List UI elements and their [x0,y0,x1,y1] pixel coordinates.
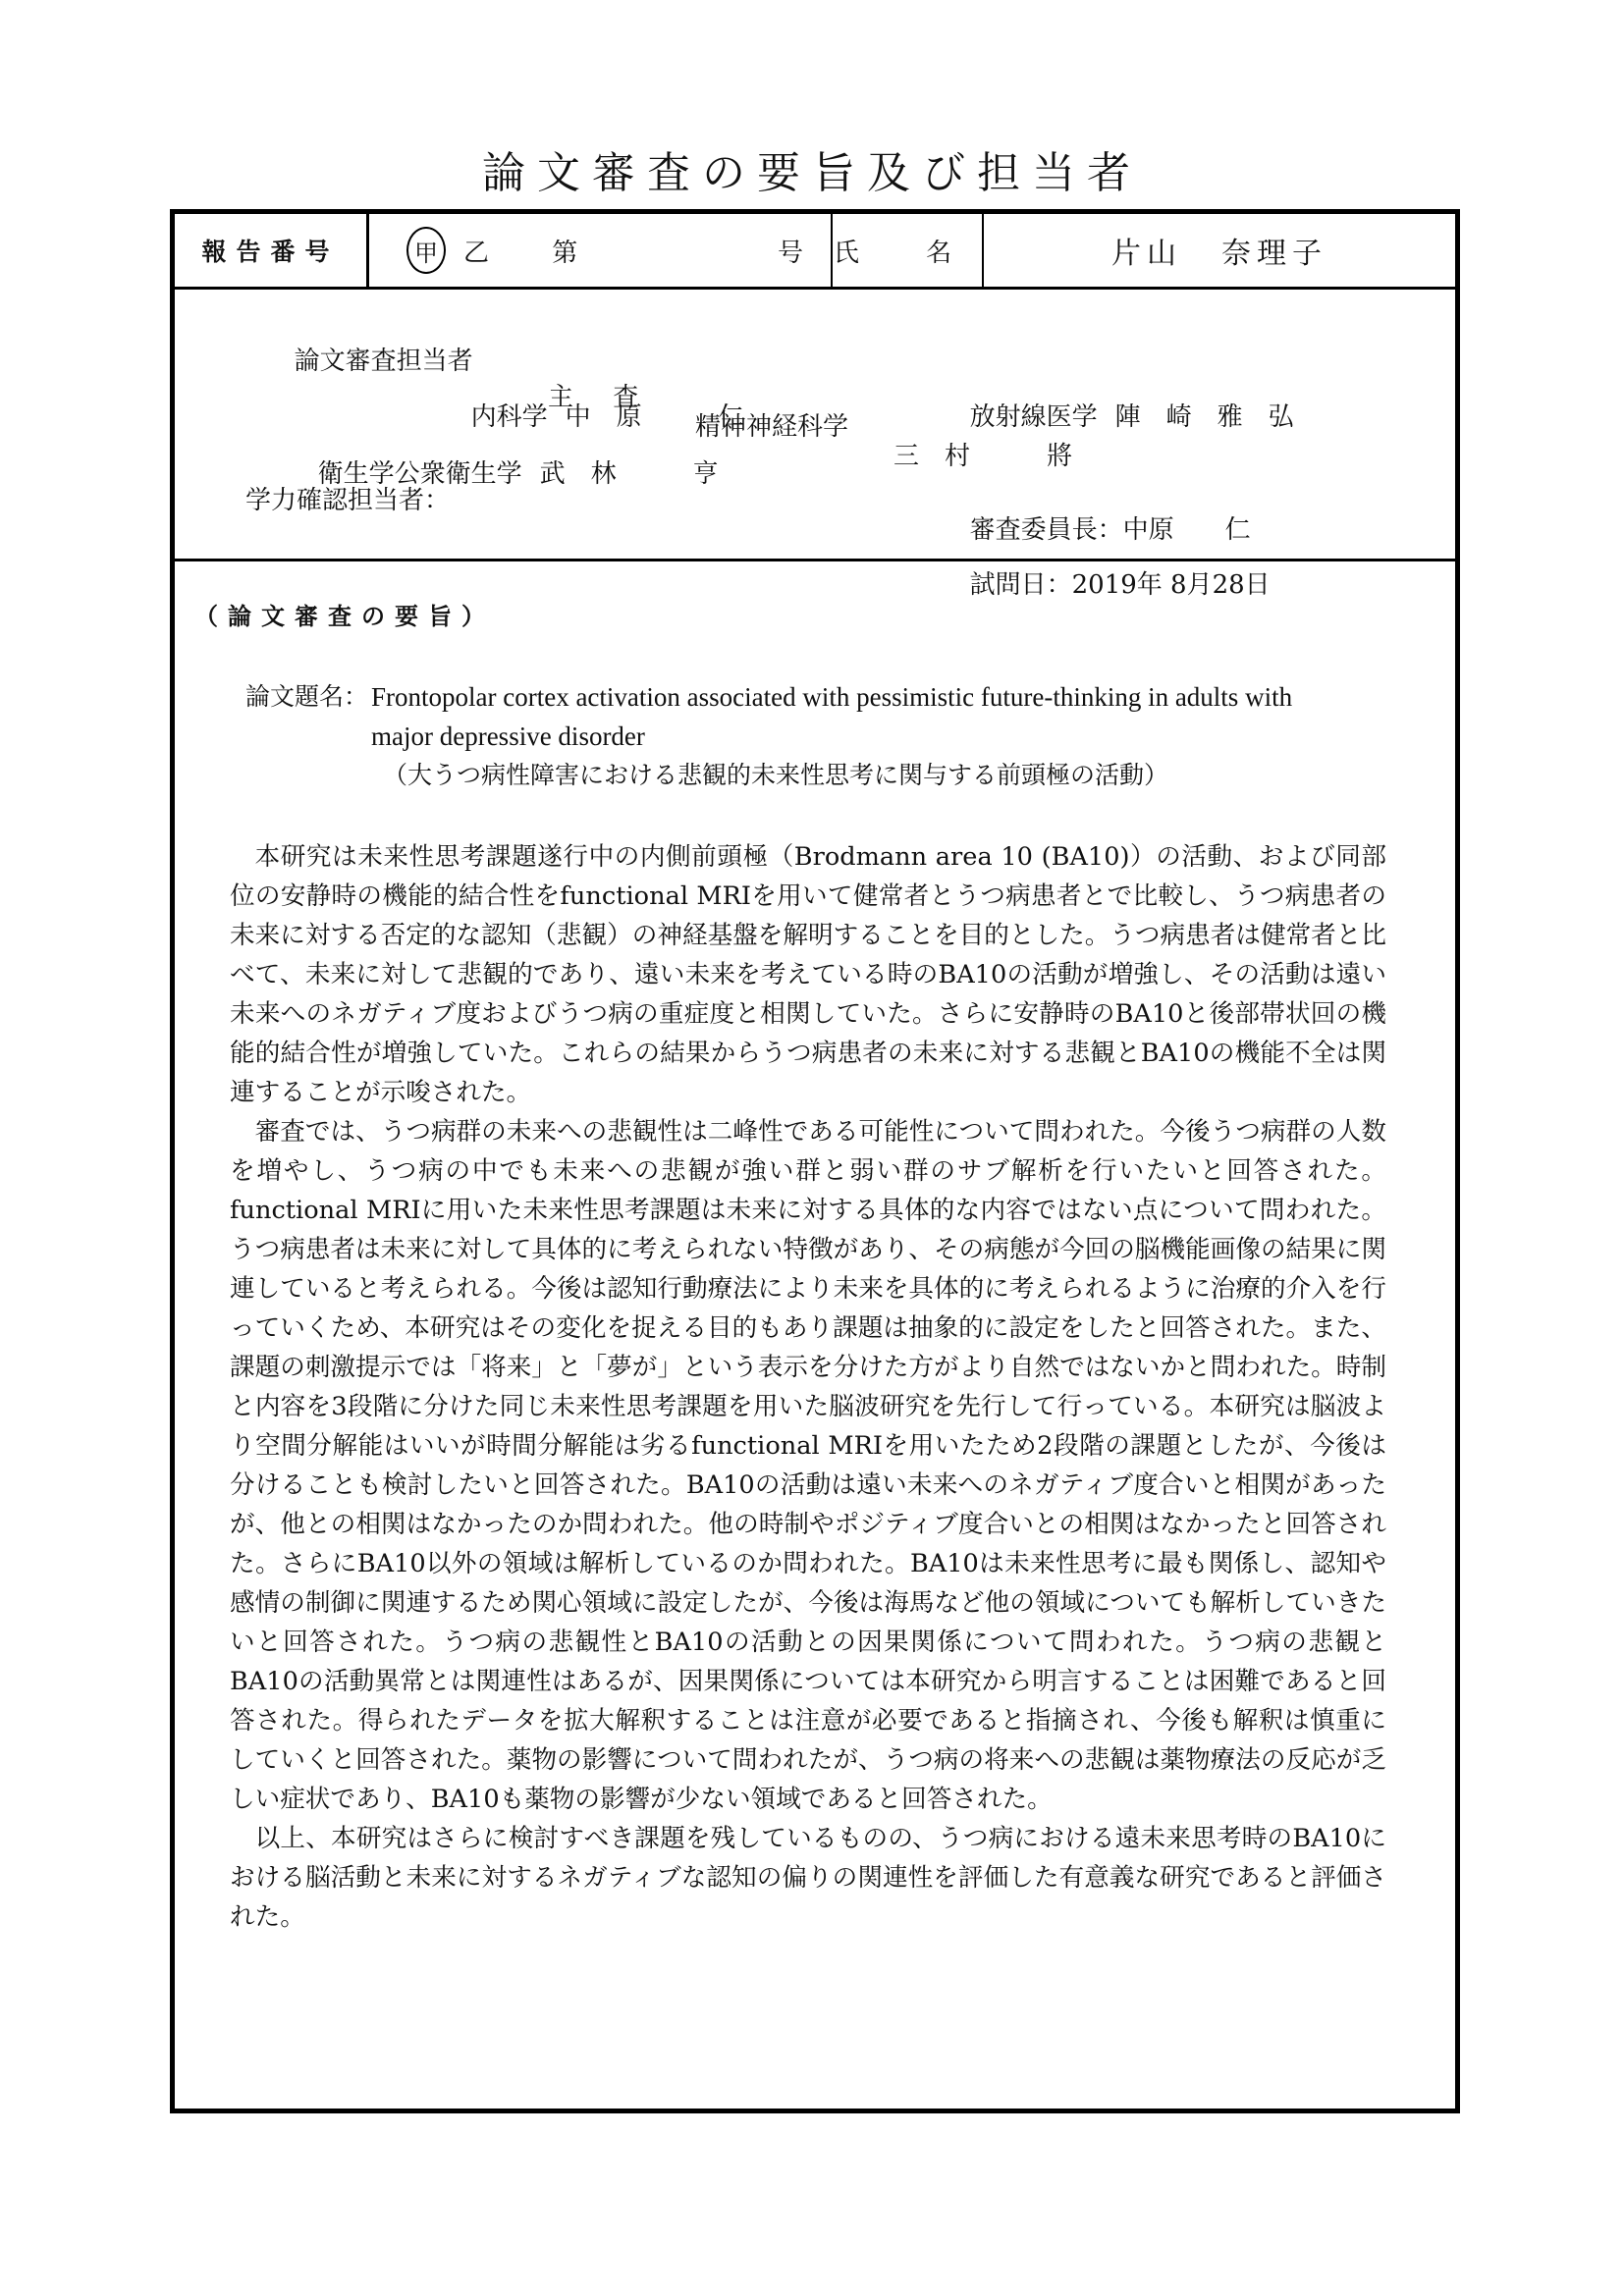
candidate-name [984,214,1455,287]
member-dept: 内科学 [470,402,548,432]
examiners-section [175,290,1455,600]
chief-name: 三 村 將 [893,442,1073,471]
examiners-label: 論文審査担当者 [294,347,473,376]
summary-paragraph: 審査では、うつ病群の未来への悲観性は二峰性である可能性について問われた。今後うつ病群の人数を増やし、うつ病の中でも未来への悲観が強い群と弱い群のサブ解析を行いたいと回答された。functional MRIに用いた未来性思考課題は未来に対する具体的な内容ではない点について問われた。うつ病患者は未来に対して具体的に考えられない特徴があり、その病態が今回の脳機能画像の結果に関連していると考えられる。今後は認知行動療法により未来を具体的に考えられるように治療的介入を行っていくため、本研究はその変化を捉える目的もあり課題は抽象的に設定をしたと回答された。また、課題の刺激提示では「将来」と「夢が」という表示を分けた方がより自然ではないかと問われた。時制と内容を3段階に分けた同じ未来性思考課題を用いた脳波研究を先行して行っている。本研究は脳波より空間分解能はいいが時間分解能は劣るfunctional MRIを用いたため2段階の課題としたが、今後は分けることも検討したいと回答された。BA10の活動は遠い未来へのネガティブ度合いと相関があったが、他との相関はなかったのか問われた。他の時制やポジティブ度合いとの相関はなかったと回答された。さらにBA10以外の領域は解析しているのか問われた。BA10は未来性思考に最も関係し、認知や感情の制御に関連するため関心領域に設定したが、今後は海馬など他の領域についても解析していきたいと回答された。うつ病の悲観性とBA10の活動との因果関係について問われた。うつ病の悲観とBA10の活動異常とは関連性はあるが、因果関係については本研究から明言することは困難であると回答された。得られたデータを拡大解釈することは注意が必要であると指摘され、今後も解釈は慎重にしていくと回答された。薬物の影響について問われたが、うつ病の将来への悲観は薬物療法の反応が乏しい症状であり、BA10も薬物の影響が少ない領域であると回答された。 [230,1117,1386,1814]
review-summary-body [230,837,1386,1937]
report-header-row [175,214,1455,290]
summary-heading: （論文審査の要旨） [194,603,495,630]
thesis-label: 論文題名： [245,682,369,711]
otsu-dai-text: 乙 第 [463,238,606,268]
academic-check-label: 学力確認担当者： [245,486,451,515]
candidate-family-name: 片山 [1111,237,1182,271]
thesis-title-japanese: （大うつ病性障害における悲観的未来性思考に関与する前頭極の活動） [383,761,1169,789]
member-name: 陣 崎 雅 弘 [1114,402,1294,432]
member-name: 中 原 仁 [565,402,744,432]
member-name: 武 林 亨 [539,459,719,489]
name-label: 氏 名 [833,214,984,287]
exam-date-line [921,535,1271,630]
chief-dept: 精神神経科学 [695,412,849,442]
report-number-cell [369,214,833,287]
kou-circled-mark: 甲 [406,227,446,274]
candidate-given-name: 奈理子 [1221,237,1327,271]
committee-chair-name: 中原 仁 [1122,515,1251,545]
summary-paragraph: 本研究は未来性思考課題遂行中の内側前頭極（Brodmann area 10 (BA10)）の活動、および同部位の安静時の機能的結合性をfunctional MRIを用いて健常者とうつ病患者とで比較し、うつ病患者の未来に対する否定的な認知（悲観）の神経基盤を解明することを目的とした。うつ病患者は健常者と比べて、未来に対して悲観的であり、遠い未来を考えている時のBA10の活動が増強し、その活動は遠い未来へのネガティブ度およびうつ病の重症度と相関していた。さらに安静時のBA10と後部帯状回の機能的結合性が増強していた。これらの結果からうつ病患者の未来に対する悲観とBA10の機能不全は関連することが示唆された。 [230,842,1386,1107]
member-dept: 放射線医学 [969,402,1098,432]
thesis-title-english: Frontopolar cortex activation associated with pessimistic future-thinking in adults with major depressive disorder [371,682,1293,751]
member-dept: 衛生学公衆衛生学 [317,459,522,489]
exam-date-label: 試問日： [969,570,1072,600]
committee-chair-label: 審査委員長： [969,515,1123,545]
review-form-frame [170,209,1460,2113]
member-line [921,367,1294,462]
chief-role: 主 査 [548,383,655,412]
report-number-label: 報告番号 [175,214,369,287]
summary-paragraph: 以上、本研究はさらに検討すべき課題を残しているものの、うつ病における遠未来思考時のBA10における脳活動と未来に対するネガティブな認知の偏りの関連性を評価した有意義な研究であると評価された。 [230,1824,1386,1932]
exam-date: 2019年 8月28日 [1071,570,1271,600]
document-title: 論文審査の要旨及び担当者 [482,148,1142,198]
go-text: 号 [777,238,803,268]
